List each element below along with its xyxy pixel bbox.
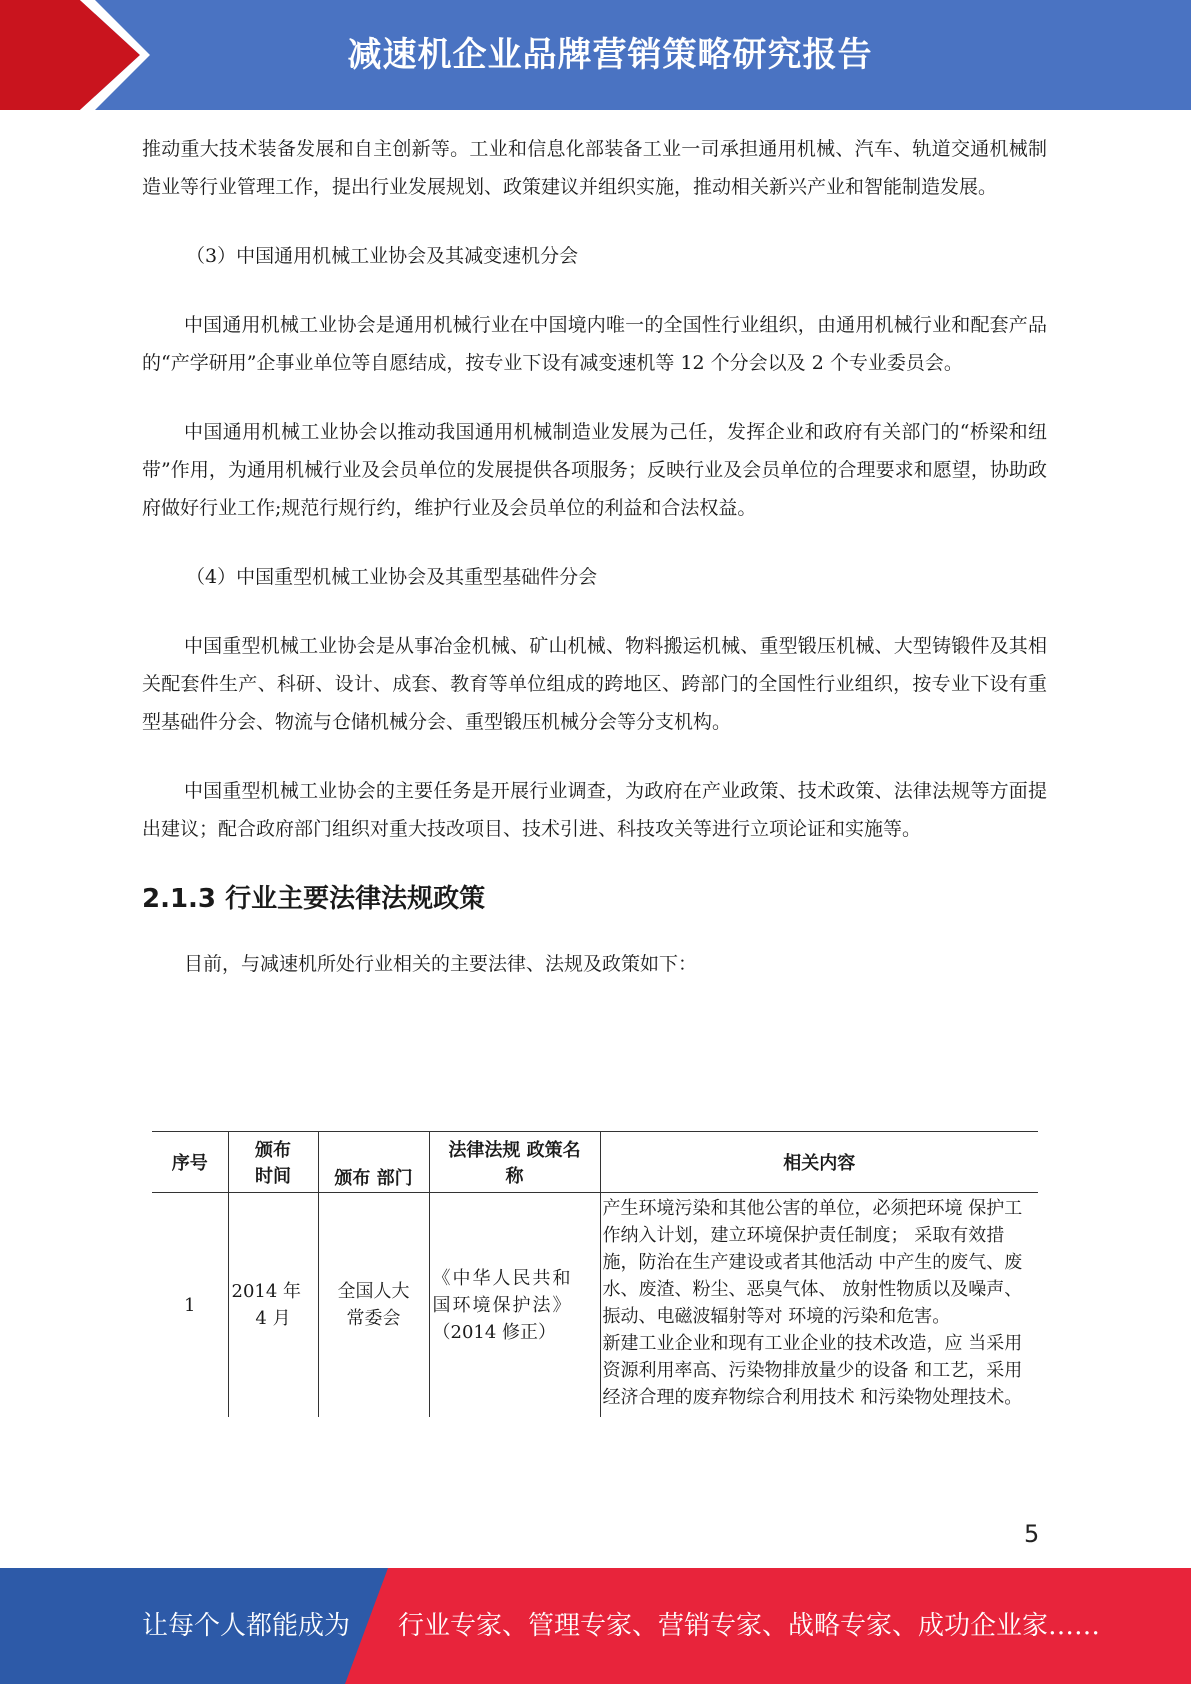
page-footer [0, 1568, 1191, 1684]
footer-slogan-left: 让每个人都能成为 [142, 1611, 351, 1641]
subsection-title: （4）中国重型机械工业协会及其重型基础件分会 [186, 566, 598, 588]
regulations-table [152, 1131, 1038, 1417]
cell-dept [318, 1193, 429, 1418]
page-number: 5 [1024, 1520, 1040, 1548]
cell-no: 1 [184, 1294, 196, 1316]
cell-time [228, 1193, 318, 1418]
col-header-no: 序号 [152, 1132, 228, 1193]
paragraph: 推动重大技术装备发展和自主创新等。工业和信息化部装备工业一司承担通用机械、汽车、轨道交通机械制造业等行业管理工作，提出行业发展规划、政策建议并组织实施，推动相关新兴产业和智能制造发展。 [142, 138, 1047, 198]
subsection-title: （3）中国通用机械工业协会及其减变速机分会 [186, 245, 579, 267]
cell-time-line2: 4 月 [255, 1308, 291, 1329]
cell-dept-line1: 全国人大 [337, 1281, 410, 1302]
cell-content-para2: 新建工业企业和现有工业企业的技术改造，应 当采用资源利用率高、污染物排放量少的设备 和工艺，采用经济合理的废弃物综合利用技术 和污染物处理技术。 [602, 1333, 1023, 1408]
section-heading: 2.1.3 行业主要法律法规政策 [142, 884, 486, 914]
page-header [0, 0, 1191, 110]
col-header-content: 相关内容 [600, 1132, 1038, 1193]
col-header-time-line1: 颁布 [255, 1140, 291, 1161]
cell-law-name-line3: （2014 修正） [432, 1321, 557, 1343]
paragraph: 中国通用机械工业协会是通用机械行业在中国境内唯一的全国性行业组织，由通用机械行业和配套产品的“产学研用”企事业单位等自愿结成，按专业下设有减变速机等 12 个分会以及 2 个专业委员会。 [142, 314, 1047, 374]
col-header-time [228, 1132, 318, 1193]
cell-law-name-line2: 国环境保护法》 [432, 1294, 573, 1316]
table-header-row [152, 1132, 1038, 1193]
cell-dept-line2: 常委会 [346, 1308, 401, 1329]
cell-law-name [429, 1193, 600, 1418]
report-title: 减速机企业品牌营销策略研究报告 [347, 35, 873, 75]
col-header-time-line2: 时间 [255, 1166, 291, 1187]
paragraph: 目前，与减速机所处行业相关的主要法律、法规及政策如下： [184, 953, 698, 975]
paragraph: 中国通用机械工业协会以推动我国通用机械制造业发展为己任，发挥企业和政府有关部门的“桥梁和纽带”作用，为通用机械行业及会员单位的发展提供各项服务；反映行业及会员单位的合理要求和愿望，协助政府做好行业工作;规范行规行约，维护行业及会员单位的利益和合法权益。 [142, 421, 1047, 519]
cell-law-name-line1: 《中华人民共和 [432, 1267, 573, 1289]
cell-content-para1: 产生环境污染和其他公害的单位，必须把环境 保护工作纳入计划，建立环境保护责任制度； 采取有效措施，防治在生产建设或者其他活动 中产生的废气、废水、废渣、粉尘、恶臭气体、 放射性物质以及噪声、振动、电磁波辐射等对 环境的污染和危害。 [602, 1198, 1023, 1327]
table-row [152, 1193, 1038, 1418]
col-header-dept [318, 1132, 429, 1193]
footer-slogan-right: 行业专家、管理专家、营销专家、战略专家、成功企业家…… [398, 1611, 1101, 1641]
paragraph: 中国重型机械工业协会的主要任务是开展行业调查，为政府在产业政策、技术政策、法律法规等方面提出建议；配合政府部门组织对重大技改项目、技术引进、科技攻关等进行立项论证和实施等。 [142, 780, 1047, 840]
paragraph: 中国重型机械工业协会是从事冶金机械、矿山机械、物料搬运机械、重型锻压机械、大型铸锻件及其相关配套件生产、科研、设计、成套、教育等单位组成的跨地区、跨部门的全国性行业组织，按专业下设有重型基础件分会、物流与仓储机械分会、重型锻压机械分会等分支机构。 [142, 635, 1047, 733]
main-content [142, 130, 1047, 1014]
cell-content [600, 1193, 1038, 1418]
col-header-dept-label: 颁布 部门 [334, 1168, 413, 1189]
col-header-name-line2: 称 [505, 1166, 524, 1187]
cell-time-line1: 2014 年 [231, 1281, 302, 1302]
col-header-name-line1: 法律法规 政策名 [448, 1140, 581, 1161]
col-header-name [429, 1132, 600, 1193]
